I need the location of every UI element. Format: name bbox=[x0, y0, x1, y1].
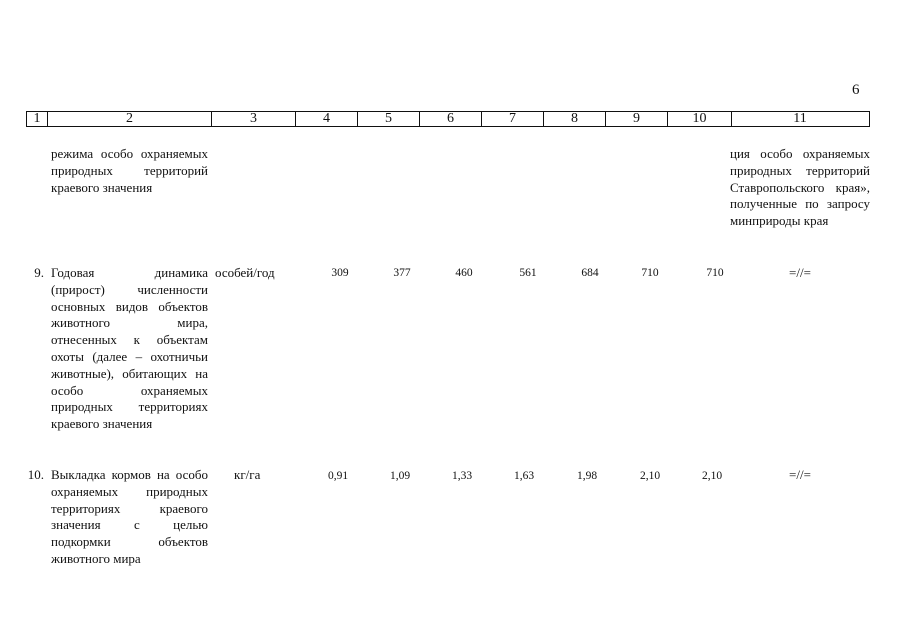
row-value: 710 bbox=[706, 267, 724, 279]
row-unit: кг/га bbox=[234, 467, 261, 482]
row-value: 460 bbox=[455, 267, 473, 279]
header-cell: 9 bbox=[605, 112, 667, 126]
header-cell: 5 bbox=[357, 112, 419, 126]
row-value: 561 bbox=[519, 267, 537, 279]
header-cell: 4 bbox=[295, 112, 357, 126]
continuation-source: ция особо охраняемых природных территорий Ставропольского края», полученные по запросу минприроды края bbox=[730, 146, 870, 229]
row-unit: особей/год bbox=[215, 265, 275, 280]
row-description: Годовая динамика (прирост) численности основных видов объектов животного мира, отнесенных к объектам охоты (далее – охотничьи животные), обитающих на особо охраняемых природных территориях краевого значения bbox=[51, 265, 208, 432]
row-source: =//= bbox=[789, 467, 811, 482]
row-value: 2,10 bbox=[639, 470, 661, 482]
header-cell: 6 bbox=[419, 112, 481, 126]
row-source: =//= bbox=[789, 265, 811, 280]
row-value: 1,98 bbox=[576, 470, 598, 482]
header-cell: 3 bbox=[211, 112, 295, 126]
row-number: 9. bbox=[34, 265, 44, 280]
row-value: 710 bbox=[641, 267, 659, 279]
row-value: 309 bbox=[331, 267, 349, 279]
row-value: 1,33 bbox=[451, 470, 473, 482]
row-value: 0,91 bbox=[327, 470, 349, 482]
row-number: 10. bbox=[27, 467, 44, 482]
table-header-row bbox=[26, 111, 870, 127]
header-cell: 7 bbox=[481, 112, 543, 126]
row-description: Выкладка кормов на особо охраняемых природных территориях краевого значения с целью подкормки объектов животного мира bbox=[51, 467, 208, 566]
row-value: 377 bbox=[393, 267, 411, 279]
row-value: 684 bbox=[581, 267, 599, 279]
page-number: 6 bbox=[852, 82, 860, 98]
row-value: 2,10 bbox=[701, 470, 723, 482]
header-cell: 1 bbox=[33, 111, 41, 126]
row-value: 1,63 bbox=[513, 470, 535, 482]
header-cell: 11 bbox=[731, 112, 868, 126]
header-cell: 10 bbox=[667, 112, 731, 126]
row-value: 1,09 bbox=[389, 470, 411, 482]
header-cell: 2 bbox=[47, 112, 211, 126]
header-cell: 8 bbox=[543, 112, 605, 126]
continuation-description: режима особо охраняемых природных территорий краевого значения bbox=[51, 146, 208, 195]
